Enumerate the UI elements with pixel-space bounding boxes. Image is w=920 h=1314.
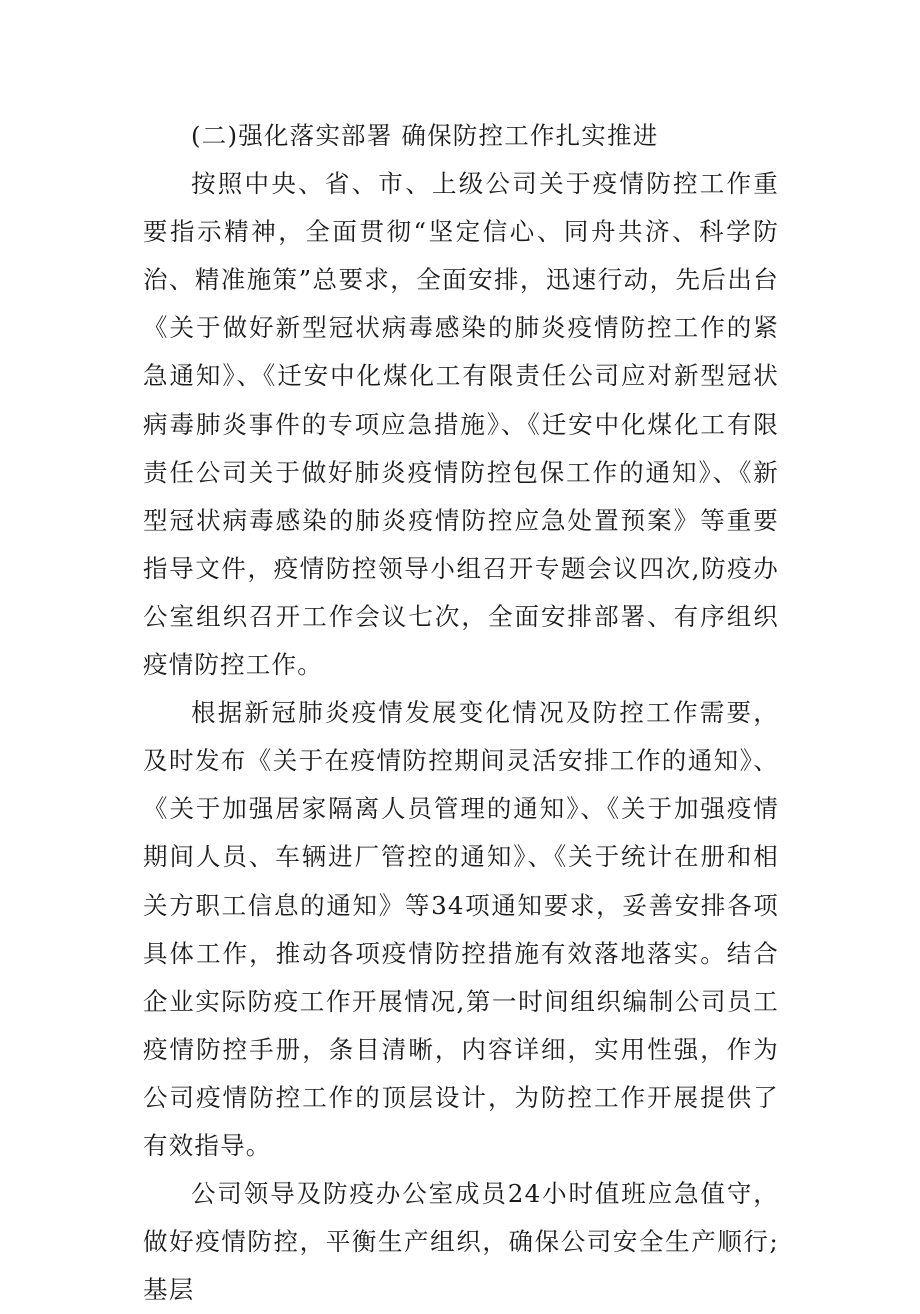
- paragraph-1: 按照中央、省、市、上级公司关于疫情防控工作重要指示精神，全面贯彻“坚定信心、同舟共济、科学防治、精准施策”总要求，全面安排，迅速行动，先后出台《关于做好新型冠状病毒感染的肺炎疫情防控工作的紧急通知》、《迁安中化煤化工有限责任公司应对新型冠状病毒肺炎事件的专项应急措施》、《迁安中化煤化工有限责任公司关于做好肺炎疫情防控包保工作的通知》、《新型冠状病毒感染的肺炎疫情防控应急处置预案》等重要指导文件，疫情防控领导小组召开专题会议四次,防疫办公室组织召开工作会议七次，全面安排部署、有序组织疫情防控工作。: [143, 169, 779, 680]
- document-body: [143, 112, 779, 1314]
- paragraph-2: 根据新冠肺炎疫情发展变化情况及防控工作需要，及时发布《关于在疫情防控期间灵活安排工作的通知》、《关于加强居家隔离人员管理的通知》、《关于加强疫情期间人员、车辆进厂管控的通知》、《关于统计在册和相关方职工信息的通知》等34项通知要求，妥善安排各项具体工作，推动各项疫情防控措施有效落地落实。结合企业实际防疫工作开展情况,第一时间组织编制公司员工疫情防控手册，条目清晰，内容详细，实用性强，作为公司疫情防控工作的顶层设计，为防控工作开展提供了有效指导。: [143, 698, 779, 1160]
- section-heading: (二)强化落实部署 确保防控工作扎实推进: [191, 121, 659, 150]
- paragraph-3: 公司领导及防疫办公室成员24小时值班应急值守，做好疫情防控，平衡生产组织，确保公司安全生产顺行;基层: [143, 1179, 779, 1305]
